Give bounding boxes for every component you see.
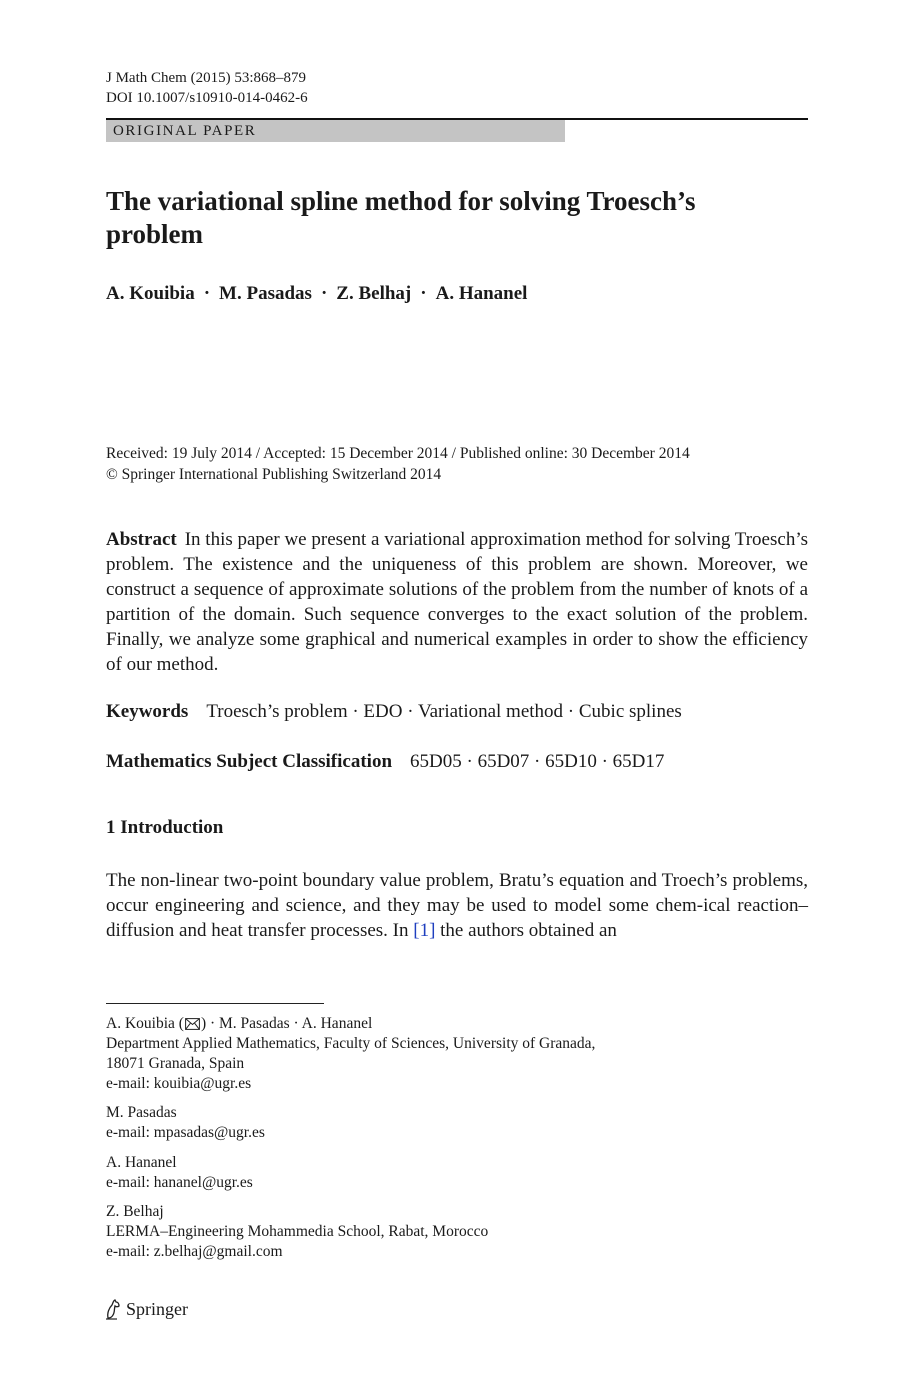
abstract-text: In this paper we present a variational approximation method for solving Troesch’s problem. The existence and the uniqueness of this problem are shown. Moreover, we construct a sequence of approximate solutions of the problem from the number of knots of a partition of the domain. Such sequence converges to the exact solution of the problem. Finally, we analyze some graphical and numerical examples in order to show the efficiency of our method. bbox=[106, 529, 808, 675]
department: Department Applied Mathematics, Faculty of Sciences, University of Granada, bbox=[106, 1035, 596, 1052]
springer-horse-icon bbox=[104, 1298, 122, 1320]
affiliation-kouibia bbox=[106, 1014, 595, 1094]
journal-doi: DOI 10.1007/s10910-014-0462-6 bbox=[106, 90, 308, 106]
dates-line: Received: 19 July 2014 / Accepted: 15 December 2014 / Published online: 30 December 2014 bbox=[106, 445, 690, 462]
email: e-mail: hananel@ugr.es bbox=[106, 1174, 253, 1191]
author-name: A. Kouibia bbox=[106, 283, 195, 304]
author-separator: · bbox=[320, 283, 328, 304]
section-heading: 1 Introduction bbox=[106, 817, 224, 838]
citation-link[interactable]: [1] bbox=[413, 920, 436, 941]
journal-citation: J Math Chem (2015) 53:868–879 bbox=[106, 70, 306, 86]
intro-text: The non-linear two-point boundary value problem, Bratu’s equation and Troech’s problems, occur engineering and science, and they may be used to model some chem-ical reaction–diffusion and heat transfer processes. In bbox=[106, 870, 808, 941]
intro-paragraph bbox=[106, 868, 808, 943]
publication-history bbox=[106, 443, 690, 485]
email: e-mail: mpasadas@ugr.es bbox=[106, 1124, 265, 1141]
author-name: A. Hananel bbox=[435, 283, 528, 304]
affiliation-pasadas bbox=[106, 1103, 265, 1143]
author-name: A. Hananel bbox=[106, 1154, 177, 1171]
affiliation-belhaj bbox=[106, 1202, 488, 1262]
publisher-footer bbox=[104, 1298, 188, 1320]
email: e-mail: kouibia@ugr.es bbox=[106, 1075, 252, 1092]
affiliation-hananel bbox=[106, 1153, 253, 1193]
paper-title: The variational spline method for solving Troesch’s problem bbox=[106, 186, 696, 249]
intro-text-end: the authors obtained an bbox=[435, 920, 617, 941]
journal-header bbox=[106, 68, 308, 108]
author-separator: · bbox=[420, 283, 427, 304]
paren-open: ( bbox=[178, 1015, 184, 1032]
author-list bbox=[106, 283, 527, 305]
city: 18071 Granada, Spain bbox=[106, 1055, 245, 1072]
email: e-mail: z.belhaj@gmail.com bbox=[106, 1243, 283, 1260]
envelope-icon bbox=[185, 1018, 200, 1030]
author-name: M. Pasadas bbox=[219, 283, 312, 304]
abstract bbox=[106, 527, 808, 677]
author-separator: · bbox=[203, 283, 211, 304]
article-type-banner: ORIGINAL PAPER bbox=[106, 120, 565, 142]
department: LERMA–Engineering Mohammedia School, Rabat, Morocco bbox=[106, 1223, 489, 1240]
abstract-label: Abstract bbox=[106, 529, 177, 550]
author-name: Z. Belhaj bbox=[336, 283, 412, 304]
author-name: Z. Belhaj bbox=[106, 1203, 164, 1220]
footnote-rule bbox=[106, 1003, 324, 1004]
coauthor-list: ) · M. Pasadas · A. Hananel bbox=[200, 1015, 373, 1032]
msc-codes: 65D05 · 65D07 · 65D10 · 65D17 bbox=[410, 751, 665, 772]
publisher-name: Springer bbox=[126, 1298, 188, 1319]
keywords-text: Troesch’s problem · EDO · Variational method · Cubic splines bbox=[206, 701, 682, 722]
author-name: M. Pasadas bbox=[106, 1104, 177, 1121]
keywords-label: Keywords bbox=[106, 701, 189, 722]
corresponding-author: A. Kouibia bbox=[106, 1015, 175, 1032]
msc-classification bbox=[106, 751, 664, 773]
msc-label: Mathematics Subject Classification bbox=[106, 751, 393, 772]
keywords bbox=[106, 701, 682, 723]
copyright-line: © Springer International Publishing Switzerland 2014 bbox=[106, 466, 442, 483]
